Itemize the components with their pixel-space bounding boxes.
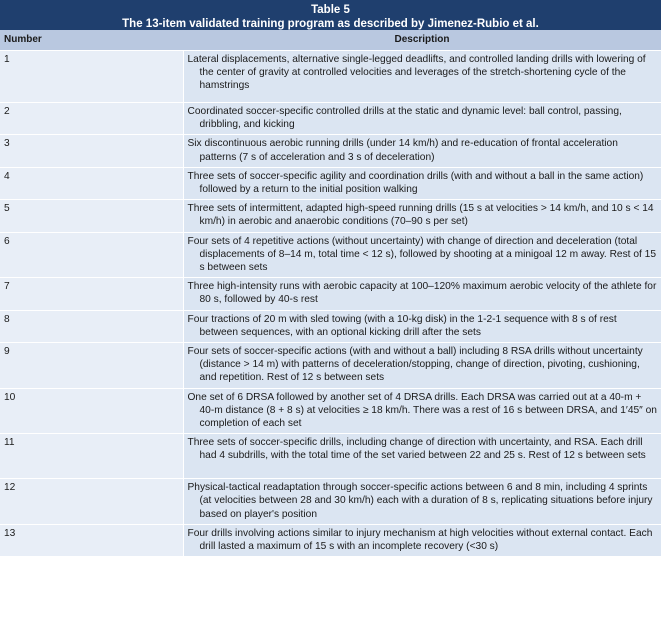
row-description	[183, 103, 661, 135]
table-label: Table 5	[311, 4, 350, 16]
row-description	[183, 434, 661, 479]
row-description-text: Three sets of soccer-specific drills, including change of direction with uncertainty, and RSA. Each drill had 4 subdrills, with the total time of the set varied between 22 and 25 s. Rest of 12 s between sets	[187, 437, 646, 462]
table-row	[0, 103, 661, 135]
column-header-description: Description	[183, 30, 661, 51]
table-row	[0, 310, 661, 342]
row-description-text: Coordinated soccer-specific controlled drills at the static and dynamic level: ball control, passing, dribbling, and kicking	[187, 106, 622, 131]
row-description	[183, 51, 661, 103]
row-number: 11	[0, 434, 183, 479]
row-description-text: Four drills involving actions similar to injury mechanism at high velocities without external contact. Each drill lasted a maximum of 15 s with an incomplete recovery (<30 s)	[187, 527, 653, 553]
table-row	[0, 135, 661, 167]
table-row	[0, 388, 661, 434]
row-number: 10	[0, 388, 183, 434]
row-number: 13	[0, 524, 183, 556]
row-description	[183, 343, 661, 389]
row-description	[183, 278, 661, 310]
row-description-text: Physical-tactical readaptation through soccer-specific actions between 6 and 8 min, including 4 sprints (at velocities between 28 and 30 km/h) each with a duration of 8 s, replicating situations before injury based on player's position	[187, 482, 653, 520]
table-row	[0, 200, 661, 232]
row-number: 9	[0, 343, 183, 389]
row-description	[183, 524, 661, 556]
table-row	[0, 278, 661, 310]
row-description-text: Lateral displacements, alternative single-legged deadlifts, and controlled landing drills with lowering of the center of gravity at controlled velocities and leverages of the stretch-shortening cycle of the hamstrings	[187, 54, 646, 92]
table-row	[0, 51, 661, 103]
row-number: 3	[0, 135, 183, 167]
row-description-text: Four sets of soccer-specific actions (with and without a ball) including 8 RSA drills without uncertainty (distance > 14 m) with patterns of deceleration/stopping, change of direction, pivoting, cushioning, and repetition. Rest of 12 s between sets	[187, 346, 643, 384]
header-row	[0, 30, 661, 51]
row-number: 4	[0, 167, 183, 199]
row-number: 1	[0, 51, 183, 103]
row-description-text: Three sets of soccer-specific agility and coordination drills (with and without a ball in the same action) followed by a return to the initial position walking	[187, 170, 644, 196]
row-description	[183, 167, 661, 199]
row-description-text: One set of 6 DRSA followed by another set of 4 DRSA drills. Each DRSA was carried out at a 40-m + 40-m distance (8 + 8 s) at velocities ≥ 18 km/h. There was a rest of 16 s between DRSA, and 1′45″ on completion of each set	[187, 391, 657, 430]
table-row	[0, 479, 661, 525]
row-number: 6	[0, 232, 183, 278]
row-number: 8	[0, 310, 183, 342]
row-description-text: Six discontinuous aerobic running drills (under 14 km/h) and re-education of frontal acceleration patterns (7 s of acceleration and 3 s of deceleration)	[187, 138, 618, 163]
table-row	[0, 434, 661, 479]
table-row	[0, 343, 661, 389]
row-description	[183, 200, 661, 232]
row-description	[183, 135, 661, 167]
row-description	[183, 232, 661, 278]
row-number: 7	[0, 278, 183, 310]
table-row	[0, 167, 661, 199]
training-program-table	[0, 30, 661, 557]
row-number: 12	[0, 479, 183, 525]
table-caption	[0, 0, 661, 30]
column-header-number: Number	[0, 30, 183, 51]
row-description	[183, 310, 661, 342]
row-description-text: Four tractions of 20 m with sled towing (with a 10-kg disk) in the 1-2-1 sequence with 8 s of rest between sequences, with an optional kicking drill after the sets	[187, 313, 617, 338]
row-description-text: Three high-intensity runs with aerobic capacity at 100–120% maximum aerobic velocity of the athlete for 80 s, followed by 40-s rest	[187, 281, 657, 306]
row-description-text: Three sets of intermittent, adapted high-speed running drills (15 s at velocities > 14 km/h, and 10 s < 14 km/h) in aerobic and anaerobic conditions (70–90 s per set)	[187, 203, 654, 228]
row-description	[183, 479, 661, 525]
table-row	[0, 524, 661, 556]
row-number: 5	[0, 200, 183, 232]
row-description-text: Four sets of 4 repetitive actions (without uncertainty) with change of direction and deceleration (total displacements of 8–14 m, total time < 12 s), followed by shooting at a minigoal 12 m away. Rest of 15 s between sets	[187, 235, 657, 274]
row-number: 2	[0, 103, 183, 135]
table-row	[0, 232, 661, 278]
row-description	[183, 388, 661, 434]
table-title: The 13-item validated training program as described by Jimenez-Rubio et al.	[122, 18, 539, 30]
